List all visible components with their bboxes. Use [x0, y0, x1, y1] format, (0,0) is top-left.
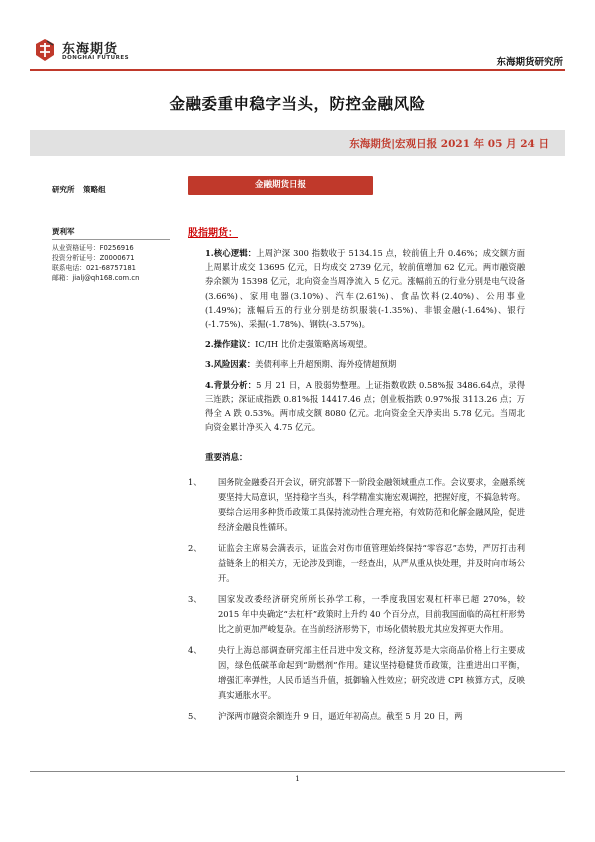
- key-points: [188, 246, 525, 434]
- point-operation-advice: 2.操作建议：IC/IH 比价走强策略离场观望。: [205, 339, 372, 350]
- analyst-number: 投资分析证号：Z0000671: [52, 254, 135, 262]
- news-item: 4、 央行上海总部调查研究部主任吕进中发文称，经济复苏是大宗商品价格上行主要成因，绿色低碳革命起到“助燃剂”作用。建议坚持稳健货币政策，注重进出口平衡，增强汇率弹性，人民币适当升值，抵御输入性效应；研究改进 CPI 核算方式，反映真实通胀水平。: [188, 645, 525, 701]
- news-item: 3、 国家发改委经济研究所所长孙学工称，一季度我国宏观杠杆率已超 270%，较 2015 年中央确定“去杠杆”政策时上升约 40 个百分点，目前我国面临的高杠杆形势比之前更加严峻复杂。在当前经济形势下，市场化债转股尤其应发挥更大作用。: [188, 594, 525, 635]
- footer-divider: [30, 771, 565, 772]
- report-title: 金融委重申稳字当头，防控金融风险: [169, 94, 426, 113]
- news-item: 5、 沪深两市融资余额连升 9 日，逼近年初高点。截至 5 月 20 日，两: [188, 711, 463, 722]
- point-background-analysis: 4.背景分析：5 月 21 日，A 股弱势整理。上证指数收跌 0.58%报 3486.64点，录得三连跌；深证成指跌 0.81%报 14417.46 点；创业板指跌 0.97%报 3113.26 点；万得全 A 跌 0.53%。两市成交额 8080 亿元。北向资金全天净卖出 5.78 亿元。当周北向资金累计净买入 4.75 亿元。: [205, 379, 525, 433]
- report-body: [188, 224, 525, 730]
- author-sidebar: [52, 184, 172, 283]
- point-risk-factors: 3.风险因素：美债利率上升超预期、海外疫情超预期: [205, 359, 397, 370]
- logo-english: DONGHAI FUTURES: [62, 55, 130, 61]
- author-divider: [52, 239, 170, 240]
- department: 研究所 策略组: [52, 185, 106, 194]
- page-number: 1: [295, 774, 300, 783]
- author-name: 贾利军: [52, 227, 75, 236]
- phone-number: 联系电话：021-68757181: [52, 264, 137, 272]
- section-heading-index-futures: 股指期货：: [188, 228, 238, 239]
- email-address[interactable]: 邮箱：jialj@qh168.com.cn: [52, 274, 140, 282]
- report-date-line: 东海期货|宏观日报 2021 年 05 月 24 日: [349, 138, 549, 150]
- donghai-logo-icon: [34, 38, 56, 62]
- qualification-number: 从业资格证号：F0256916: [52, 244, 134, 252]
- news-heading: 重要消息：: [205, 453, 248, 464]
- news-item: 1、 国务院金融委召开会议，研究部署下一阶段金融领域重点工作。会议要求，金融系统要坚持大局意识，坚持稳字当头，科学精准实施宏观调控，把握好度，不搞急转弯。要综合运用多种货币政策工具保持流动性合理充裕，有效防范和化解金融风险，促进经济金融良性循环。: [188, 477, 525, 533]
- page-header: [30, 36, 565, 68]
- news-item: 2、 证监会主席易会满表示，证监会对伤市值管理始终保持“零容忍”态势，严厉打击利益链条上的相关方，无论涉及到谁，一经查出，从严从重从快处理，并及时向市场公开。: [188, 543, 525, 584]
- report-band: [30, 130, 565, 156]
- company-logo: [30, 36, 170, 68]
- author-credentials: [52, 243, 172, 283]
- point-core-logic: 1.核心逻辑：上周沪深 300 指数收于 5134.15 点，较前值上升 0.46%；成交额方面上周累计成交 13695 亿元，日均成交 2739 亿元，较前值增加 62 亿元。两市融资融券余额为 15398 亿元，北向资金当周净流入 5 亿元。涨幅前五的行业分别是电气设备(3.66%)、家用电器(3.10%)、汽车(2.61%)、食品饮料(2.40%)、公用事业(1.49%)；涨幅后五的行业分别是纺织服装(-1.35%)、非银金融(-1.64%)、银行(-1.75%)、采掘(-1.78%)、钢铁(-3.57%)。: [205, 248, 525, 330]
- institute-name: 东海期货研究所: [496, 57, 563, 68]
- logo-chinese: 东海期货: [62, 42, 119, 57]
- header-divider: [30, 69, 565, 71]
- report-category-label: 金融期货日报: [188, 176, 373, 195]
- news-list: [188, 475, 525, 724]
